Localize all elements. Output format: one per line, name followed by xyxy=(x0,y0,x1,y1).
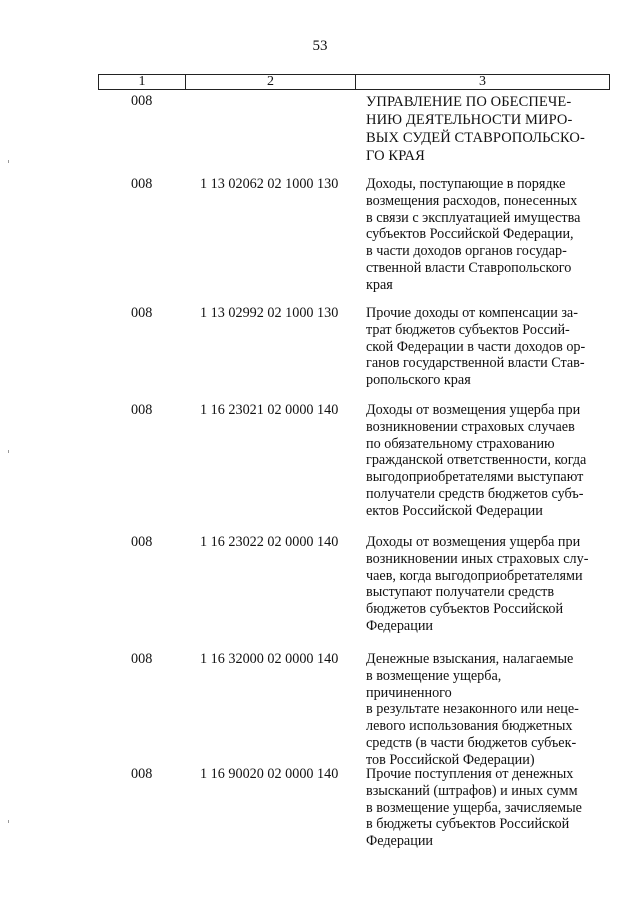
revenue-code: 1 16 23021 02 0000 140 xyxy=(200,402,339,418)
scan-artifact xyxy=(8,160,9,163)
admin-code: 008 xyxy=(131,176,153,192)
revenue-code: 1 16 32000 02 0000 140 xyxy=(200,651,339,667)
scan-artifact xyxy=(8,450,9,453)
admin-code: 008 xyxy=(131,766,153,782)
admin-code: 008 xyxy=(131,651,153,667)
page-number: 53 xyxy=(312,38,328,54)
revenue-description: Доходы от возмещения ущерба при возникновении страховых случаев по обязательному страхованию гражданской ответственности, когда выгодоприобретателями выступают получатели средств бюджетов субъ- ектов Российской Федерации xyxy=(366,402,587,519)
revenue-code: 1 13 02992 02 1000 130 xyxy=(200,305,339,321)
admin-code: 008 xyxy=(131,305,153,321)
revenue-description: УПРАВЛЕНИЕ ПО ОБЕСПЕЧЕ- НИЮ ДЕЯТЕЛЬНОСТИ МИРО- ВЫХ СУДЕЙ СТАВРОПОЛЬСКО- ГО КРАЯ xyxy=(366,94,585,164)
revenue-code: 1 13 02062 02 1000 130 xyxy=(200,176,339,192)
table-header xyxy=(98,74,610,90)
admin-code: 008 xyxy=(131,534,153,550)
revenue-description: Доходы, поступающие в порядке возмещения расходов, понесенных в связи с эксплуатацией имущества субъектов Российской Федерации, в части доходов органов государ- ственной власти Ставропольского края xyxy=(366,176,581,293)
revenue-description: Прочие поступления от денежных взысканий (штрафов) и иных сумм в возмещение ущерба, зачисляемые в бюджеты субъектов Российской Федерации xyxy=(366,766,582,850)
revenue-code: 1 16 23022 02 0000 140 xyxy=(200,534,339,550)
column-header-1: 1 xyxy=(99,75,186,89)
revenue-description: Прочие доходы от компенсации за- трат бюджетов субъектов Россий- ской Федерации в части доходов ор- ганов государственной власти Став- ропольского края xyxy=(366,305,586,389)
revenue-description: Денежные взыскания, налагаемые в возмещение ущерба, причиненного в результате незаконного или неце- левого использования бюджетных средств (в части бюджетов субъек- тов Российской Федерации) xyxy=(366,651,579,768)
column-header-2: 2 xyxy=(186,75,356,89)
revenue-description: Доходы от возмещения ущерба при возникновении иных страховых слу- чаев, когда выгодоприобретателями выступают получатели средств бюджетов субъектов Российской Федерации xyxy=(366,534,589,634)
admin-code: 008 xyxy=(131,93,153,109)
revenue-code: 1 16 90020 02 0000 140 xyxy=(200,766,339,782)
scan-artifact xyxy=(8,820,9,823)
column-header-3: 3 xyxy=(479,74,486,89)
admin-code: 008 xyxy=(131,402,153,418)
